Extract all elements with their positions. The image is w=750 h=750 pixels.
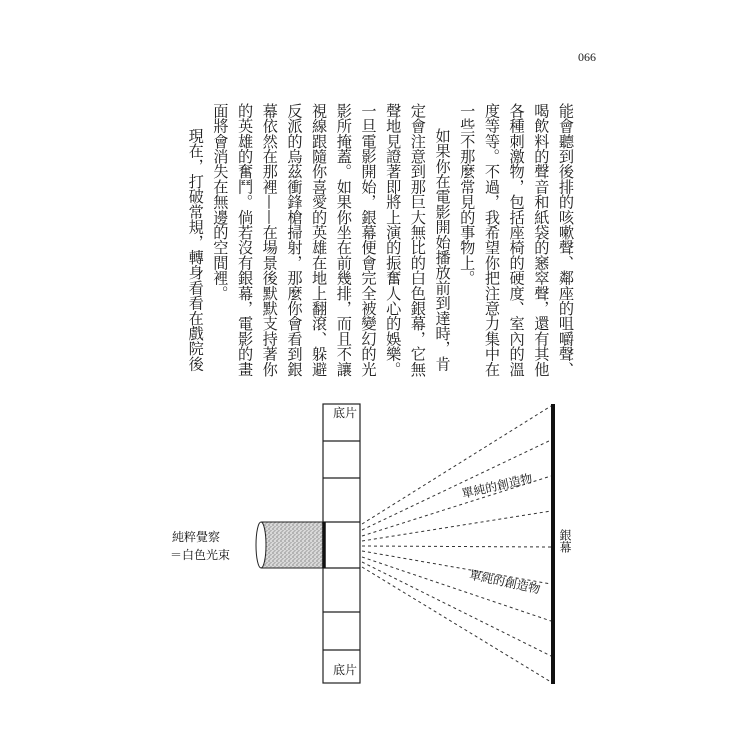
projection-ray — [362, 562, 551, 656]
text-column-2: 喝飲料的聲音和紙袋的窸窣聲，還有其他 — [532, 103, 551, 377]
text-column-9: 一旦電影開始，銀幕便會完全被變幻的光 — [359, 103, 378, 377]
text-column-3: 各種刺激物，包括座椅的硬度、室內的溫 — [507, 103, 526, 377]
film-strip-outline — [323, 404, 360, 683]
text-column-16: 現在，打破常規，轉身看看在戲院後 — [186, 128, 205, 372]
page-number: 066 — [578, 50, 596, 64]
light-beam-lens — [256, 522, 323, 568]
projection-ray — [362, 546, 551, 547]
text-column-12: 反派的烏茲衝鋒槍掃射，那麼你會看到銀 — [285, 103, 304, 377]
text-column-15: 面將會消失在無邊的空間裡。 — [211, 103, 230, 301]
film-strip — [323, 404, 360, 683]
creation-label-lower: 單純的創造物 — [468, 567, 542, 597]
text-column-8: 聲地見證著即將上演的振奮人心的娛樂。 — [384, 103, 403, 377]
text-column-10: 影所掩蓋。如果你坐在前幾排，而且不讓 — [334, 103, 353, 377]
text-column-5: 一些不那麼常見的事物上。 — [458, 103, 477, 286]
text-column-7: 定會注意到那巨大無比的白色銀幕，它無 — [408, 103, 427, 377]
text-column-13: 幕依然在那裡——在場景後默默支持著你 — [260, 103, 279, 377]
projection-ray — [362, 406, 551, 524]
awareness-label-line2: ＝白色光束 — [170, 548, 231, 562]
screen-label: 銀幕 — [558, 529, 572, 553]
text-column-11: 視線跟隨你喜愛的英雄在地上翻滾、躲避 — [310, 103, 329, 377]
awareness-label-line1: 純粹覺察 — [172, 530, 221, 544]
lens-ellipse — [256, 522, 266, 568]
film-label-top: 底片 — [332, 406, 357, 420]
cinema-screen — [551, 404, 555, 684]
creation-label-upper: 單純的創造物 — [460, 471, 534, 502]
film-label-bottom: 底片 — [332, 663, 357, 677]
text-column-6: 如果你在電影開始播放前到達時，肯 — [433, 128, 452, 372]
text-column-14: 的英雄的奮鬥。倘若沒有銀幕，電影的畫 — [236, 103, 255, 377]
projection-rays — [362, 406, 551, 682]
text-column-1: 能會聽到後排的咳嗽聲、鄰座的咀嚼聲、 — [557, 103, 575, 377]
light-beam-fill — [261, 522, 323, 568]
text-column-4: 度等等。不過，我希望你把注意力集中在 — [482, 103, 501, 377]
projection-ray — [362, 511, 551, 541]
